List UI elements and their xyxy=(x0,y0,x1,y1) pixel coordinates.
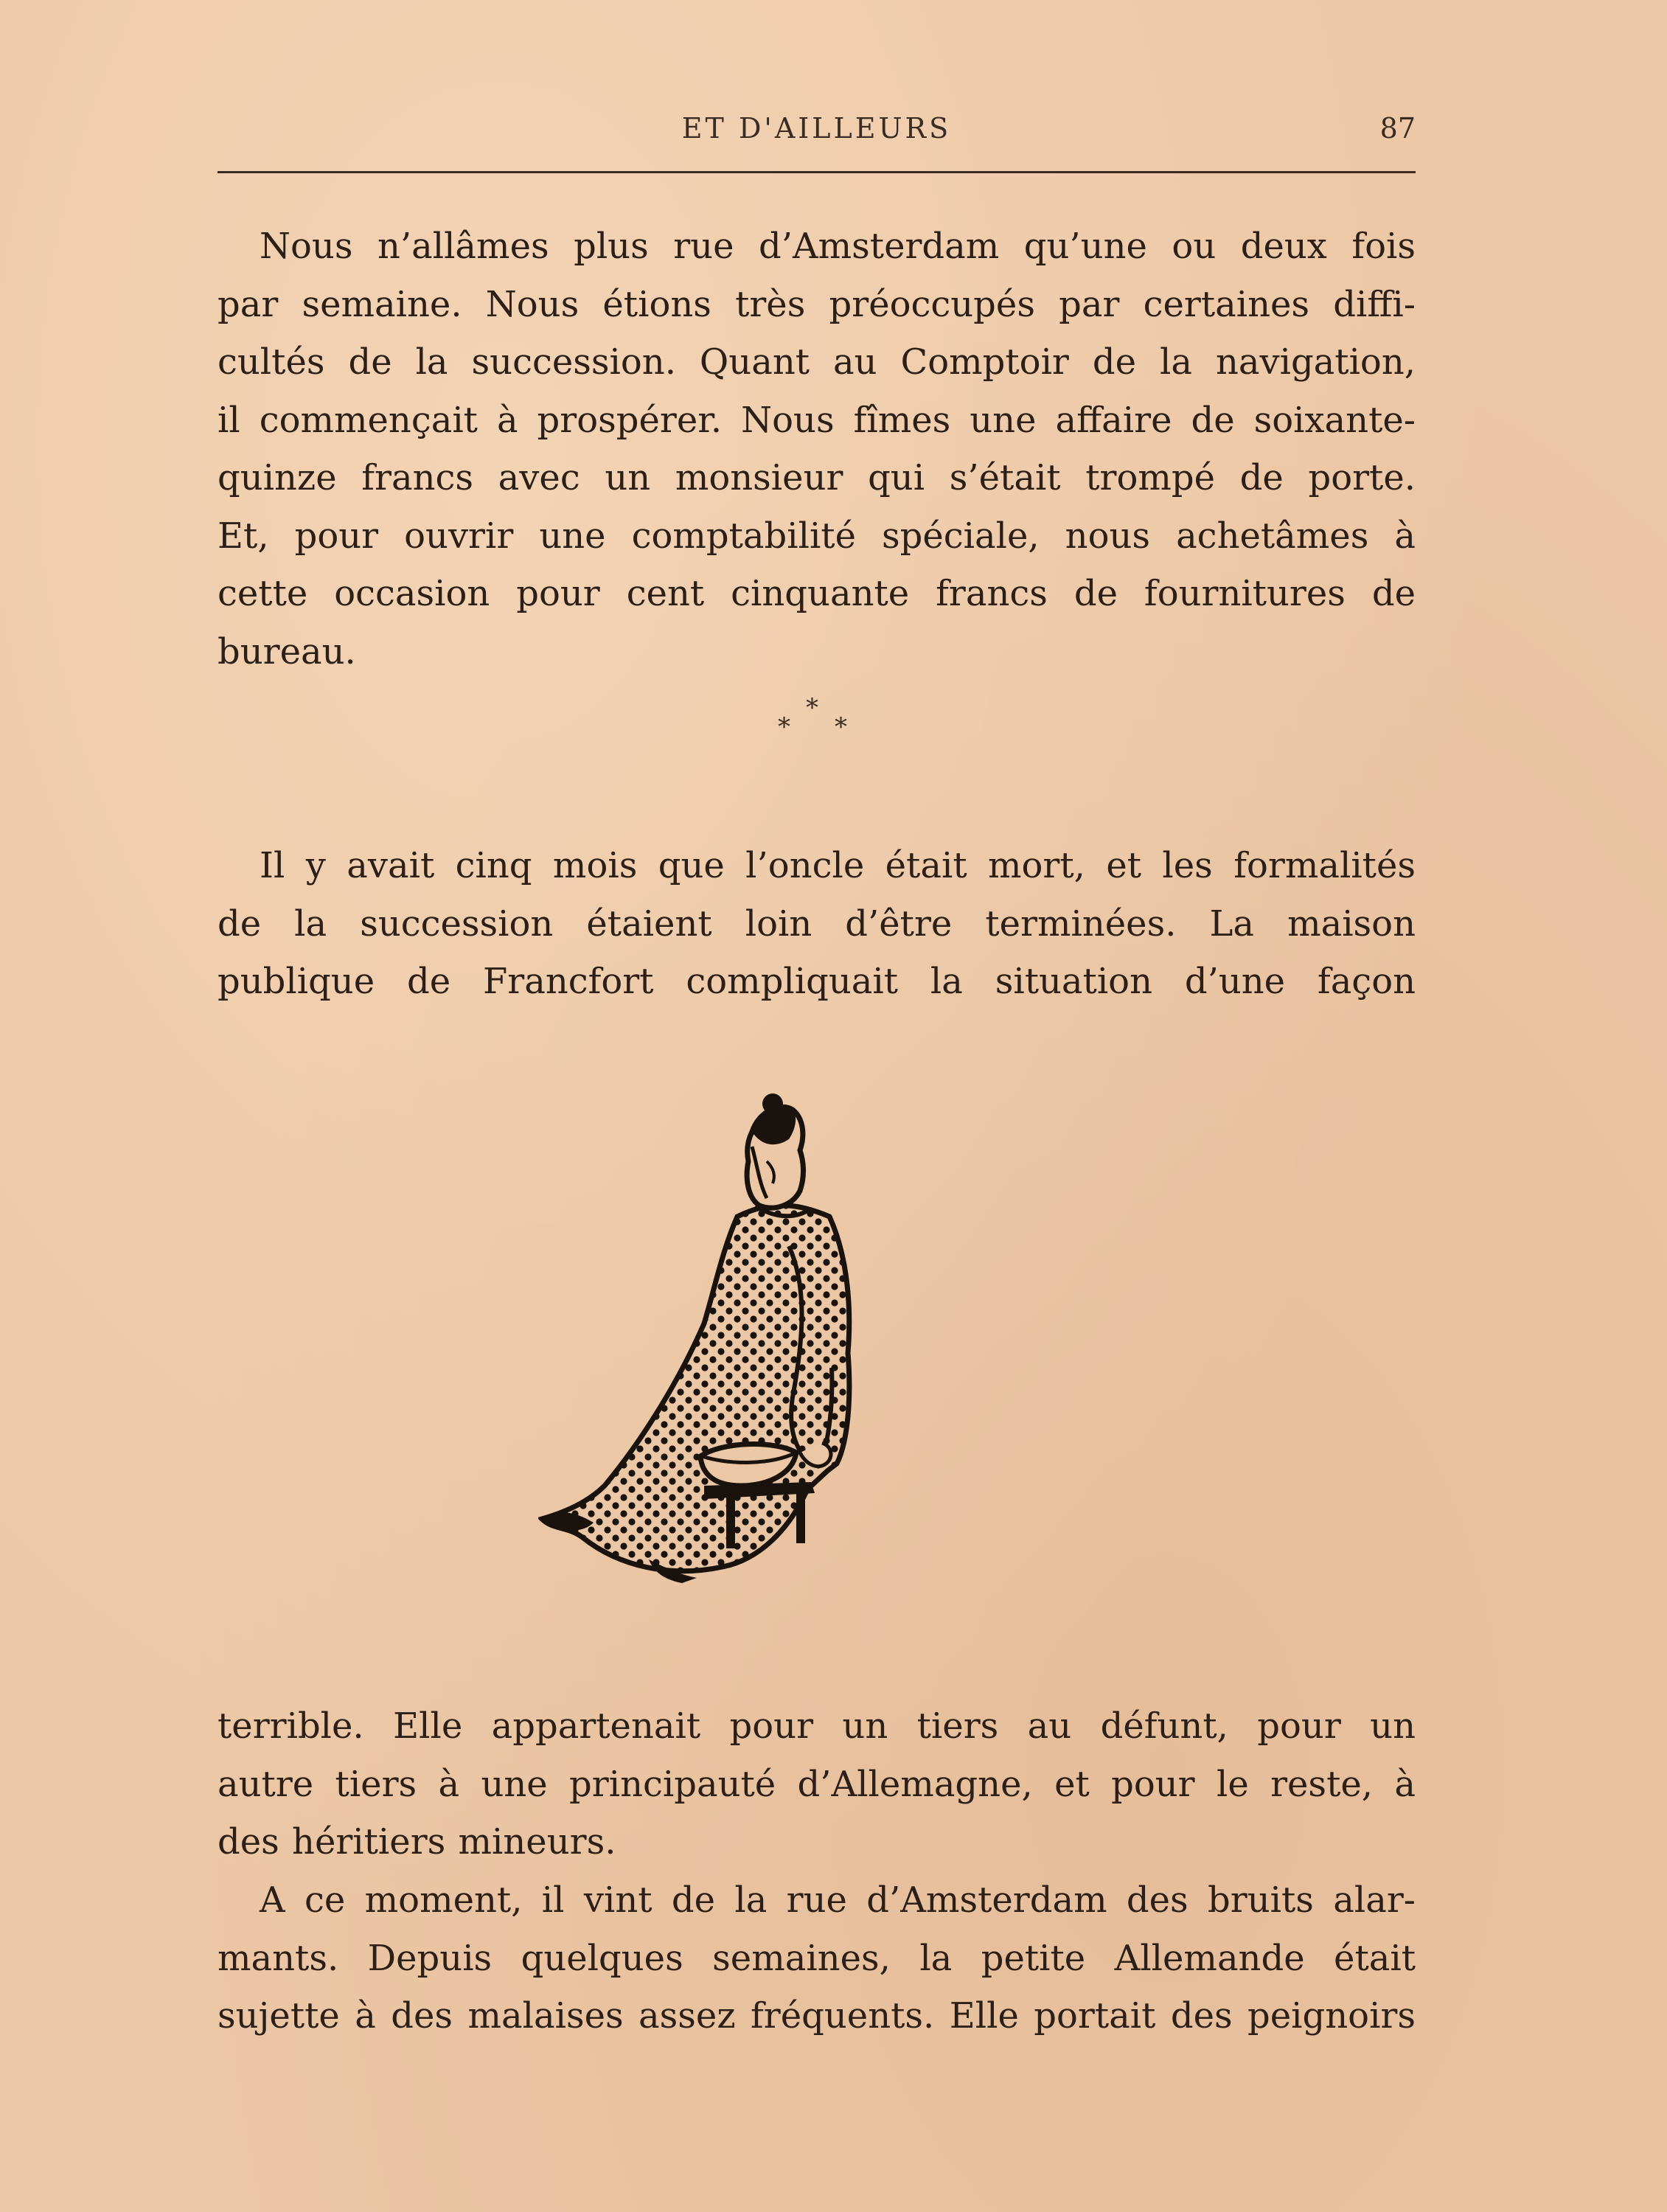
text-line: Et, pour ouvrir une comptabilité spéciale, nous achetâmes à xyxy=(217,515,1416,557)
header-rule xyxy=(217,171,1416,173)
paragraph-3 xyxy=(217,1697,1416,1871)
book-page xyxy=(217,0,1416,2212)
asterism-star: * xyxy=(778,712,790,742)
text-line: quinze francs avec un monsieur qui s’était trompé de porte. xyxy=(217,457,1416,498)
text-line: de la succession étaient loin d’être terminées. La maison xyxy=(217,902,1416,945)
running-head xyxy=(217,112,1416,149)
text-line: par semaine. Nous étions très préoccupés par certaines diffi- xyxy=(217,283,1416,325)
text-line: mants. Depuis quelques semaines, la petite Allemande était xyxy=(217,1937,1416,1979)
text-line: Nous n’allâmes plus rue d’Amsterdam qu’une ou deux fois xyxy=(260,226,1416,267)
text-line: cette occasion pour cent cinquante francs de fournitures de xyxy=(217,573,1416,614)
asterism-star: * xyxy=(806,693,818,723)
text-line: cultés de la succession. Quant au Comptoir de la navigation, xyxy=(217,341,1416,383)
asterism-star: * xyxy=(835,712,847,742)
text-line: sujette à des malaises assez fréquents. Elle portait des peignoirs xyxy=(217,1995,1416,2037)
page-number: 87 xyxy=(1379,112,1416,145)
paragraph-4 xyxy=(217,1871,1416,2045)
text-line: bureau. xyxy=(217,630,356,672)
text-line: terrible. Elle appartenait pour un tiers au défunt, pour un xyxy=(217,1705,1416,1747)
section-asterism xyxy=(217,693,1416,745)
text-line: publique de Francfort compliquait la situation d’une façon xyxy=(217,961,1416,1002)
text-line: il commençait à prospérer. Nous fîmes une affaire de soixante- xyxy=(217,399,1416,441)
text-line: des héritiers mineurs. xyxy=(217,1821,616,1863)
text-line: autre tiers à une principauté d’Allemagne, et pour le reste, à xyxy=(217,1763,1416,1805)
seated-woman-illustration xyxy=(538,1088,1099,1618)
paragraph-2 xyxy=(217,837,1416,1011)
text-line: Il y avait cinq mois que l’oncle était mort, et les formalités xyxy=(260,845,1416,886)
text-line: A ce moment, il vint de la rue d’Amsterdam des bruits alar- xyxy=(260,1879,1416,1921)
paragraph-1 xyxy=(217,218,1416,681)
running-head-title: ET D'AILLEURS xyxy=(681,112,952,145)
